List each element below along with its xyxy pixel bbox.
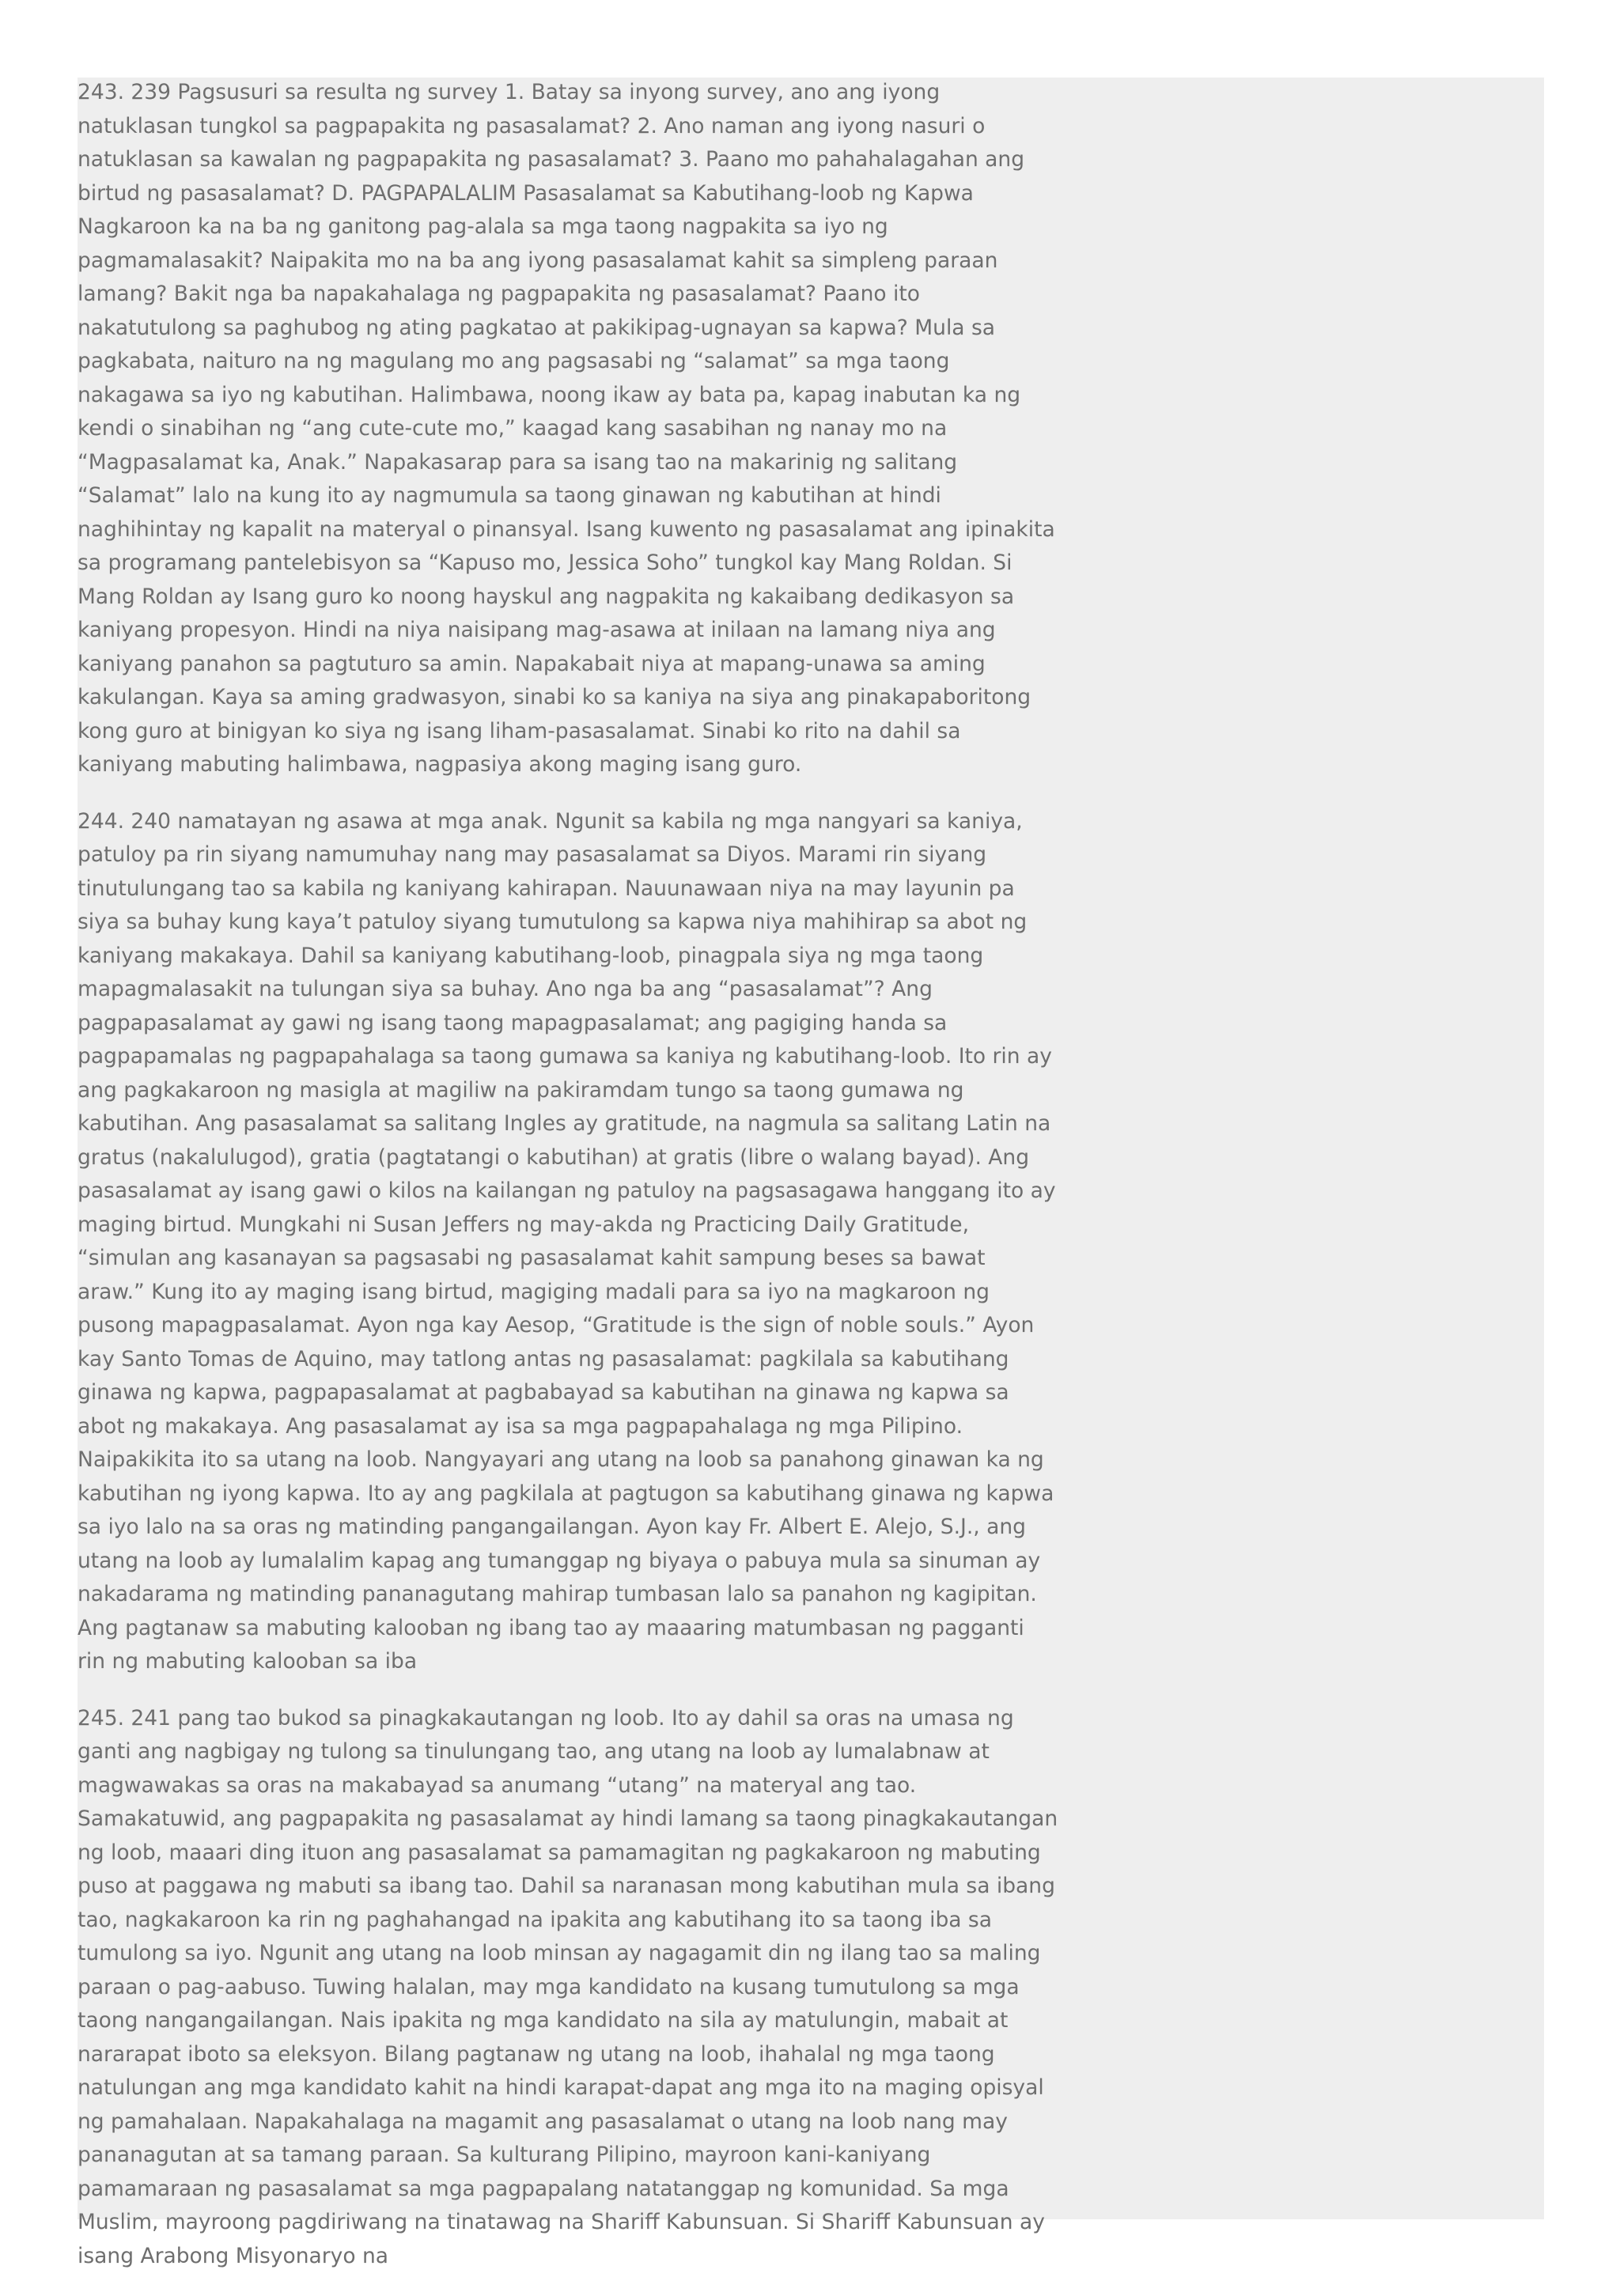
document-body	[78, 76, 1058, 2296]
paragraph-245: 245. 241 pang tao bukod sa pinagkakautangan ng loob. Ito ay dahil sa oras na umasa ng ganti ang nagbigay ng tulong sa tinulungang tao, ang utang na loob ay lumalabnaw at magwawakas sa oras na makabayad sa anumang “utang” na materyal ang tao. Samakatuwid, ang pagpapakita ng pasasalamat ay hindi lamang sa taong pinagkakautangan ng loob, maaari ding ituon ang pasasalamat sa pamamagitan ng pagkakaroon ng mabuting puso at paggawa ng mabuti sa ibang tao. Dahil sa naranasan mong kabutihan mula sa ibang tao, nagkakaroon ka rin ng paghahangad na ipakita ang kabutihang ito sa taong iba sa tumulong sa iyo. Ngunit ang utang na loob minsan ay nagagamit din ng ilang tao sa maling paraan o pag-aabuso. Tuwing halalan, may mga kandidato na kusang tumutulong sa mga taong nangangailangan. Nais ipakita ng mga kandidato na sila ay matulungin, mabait at nararapat iboto sa eleksyon. Bilang pagtanaw ng utang na loob, ihahalal ng mga taong natulungan ang mga kandidato kahit na hindi karapat-dapat ang mga ito na maging opisyal ng pamahalaan. Napakahalaga na magamit ang pasasalamat o utang na loob nang may pananagutan at sa tamang paraan. Sa kulturang Pilipino, mayroon kani-kaniyang pamamaraan ng pasasalamat sa mga pagpapalang natatanggap ng komunidad. Sa mga Muslim, mayroong pagdiriwang na tinatawag na Shariff Kabunsuan. Si Shariff Kabunsuan ay isang Arabong Misyonaryo na	[78, 1705, 1058, 2268]
paragraph-244: 244. 240 namatayan ng asawa at mga anak. Ngunit sa kabila ng mga nangyari sa kaniya, patuloy pa rin siyang namumuhay nang may pasasalamat sa Diyos. Marami rin siyang tinutulungang tao sa kabila ng kaniyang kahirapan. Nauunawaan niya na may layunin pa siya sa buhay kung kaya’t patuloy siyang tumutulong sa kapwa niya mahihirap sa abot ng kaniyang makakaya. Dahil sa kaniyang kabutihang-loob, pinagpala siya ng mga taong mapagmalasakit na tulungan siya sa buhay. Ano nga ba ang “pasasalamat”? Ang pagpapasalamat ay gawi ng isang taong mapagpasalamat; ang pagiging handa sa pagpapamalas ng pagpapahalaga sa taong gumawa sa kaniya ng kabutihang-loob. Ito rin ay ang pagkakaroon ng masigla at magiliw na pakiramdam tungo sa taong gumawa ng kabutihan. Ang pasasalamat sa salitang Ingles ay gratitude, na nagmula sa salitang Latin na gratus (nakalulugod), gratia (pagtatangi o kabutihan) at gratis (libre o walang bayad). Ang pasasalamat ay isang gawi o kilos na kailangan ng patuloy na pagsasagawa hanggang ito ay maging birtud. Mungkahi ni Susan Jeffers ng may-akda ng Practicing Daily Gratitude, “simulan ang kasanayan sa pagsasabi ng pasasalamat kahit sampung beses sa bawat araw.” Kung ito ay maging isang birtud, magiging madali para sa iyo na magkaroon ng pusong mapagpasalamat. Ayon nga kay Aesop, “Gratitude is the sign of noble souls.” Ayon kay Santo Tomas de Aquino, may tatlong antas ng pasasalamat: pagkilala sa kabutihang ginawa ng kapwa, pagpapasalamat at pagbabayad sa kabutihan na ginawa ng kapwa sa abot ng makakaya. Ang pasasalamat ay isa sa mga pagpapahalaga ng mga Pilipino. Naipakikita ito sa utang na loob. Nangyayari ang utang na loob sa panahong ginawan ka ng kabutihan ng iyong kapwa. Ito ay ang pagkilala at pagtugon sa kabutihang ginawa ng kapwa sa iyo lalo na sa oras ng matinding pangangailangan. Ayon kay Fr. Albert E. Alejo, S.J., ang utang na loob ay lumalalim kapag ang tumanggap ng biyaya o pabuya mula sa sinuman ay nakadarama ng matinding pananagutang mahirap tumbasan lalo sa panahon ng kagipitan. Ang pagtanaw sa mabuting kalooban ng ibang tao ay maaaring matumbasan ng pagganti rin ng mabuting kalooban sa iba	[78, 808, 1056, 1674]
paragraph-243: 243. 239 Pagsusuri sa resulta ng survey 1. Batay sa inyong survey, ano ang iyong natuklasan tungkol sa pagpapakita ng pasasalamat? 2. Ano naman ang iyong nasuri o natuklasan sa kawalan ng pagpapakita ng pasasalamat? 3. Paano mo pahahalagahan ang birtud ng pasasalamat? D. PAGPAPALALIM Pasasalamat sa Kabutihang-loob ng Kapwa Nagkaroon ka na ba ng ganitong pag-alala sa mga taong nagpakita sa iyo ng pagmamalasakit? Naipakita mo na ba ang iyong pasasalamat kahit sa simpleng paraan lamang? Bakit nga ba napakahalaga ng pagpapakita ng pasasalamat? Paano ito nakatutulong sa paghubog ng ating pagkatao at pakikipag-ugnayan sa kapwa? Mula sa pagkabata, naituro na ng magulang mo ang pagsasabi ng “salamat” sa mga taong nakagawa sa iyo ng kabutihan. Halimbawa, noong ikaw ay bata pa, kapag inabutan ka ng kendi o sinabihan ng “ang cute-cute mo,” kaagad kang sasabihan ng nanay mo na “Magpasalamat ka, Anak.” Napakasarap para sa isang tao na makarinig ng salitang “Salamat” lalo na kung ito ay nagmumula sa taong ginawan ng kabutihan at hindi naghihintay ng kapalit na materyal o pinansyal. Isang kuwento ng pasasalamat ang ipinakita sa programang pantelebisyon sa “Kapuso mo, Jessica Soho” tungkol kay Mang Roldan. Si Mang Roldan ay Isang guro ko noong hayskul ang nagpakita ng kakaibang dedikasyon sa kaniyang propesyon. Hindi na niya naisipang mag-asawa at inilaan na lamang niya ang kaniyang panahon sa pagtuturo sa amin. Napakabait niya at mapang-unawa sa aming kakulangan. Kaya sa aming gradwasyon, sinabi ko sa kaniya na siya ang pinakapaboritong kong guro at binigyan ko siya ng isang liham-pasasalamat. Sinabi ko rito na dahil sa kaniyang mabuting halimbawa, nagpasiya akong maging isang guro.	[78, 80, 1055, 777]
